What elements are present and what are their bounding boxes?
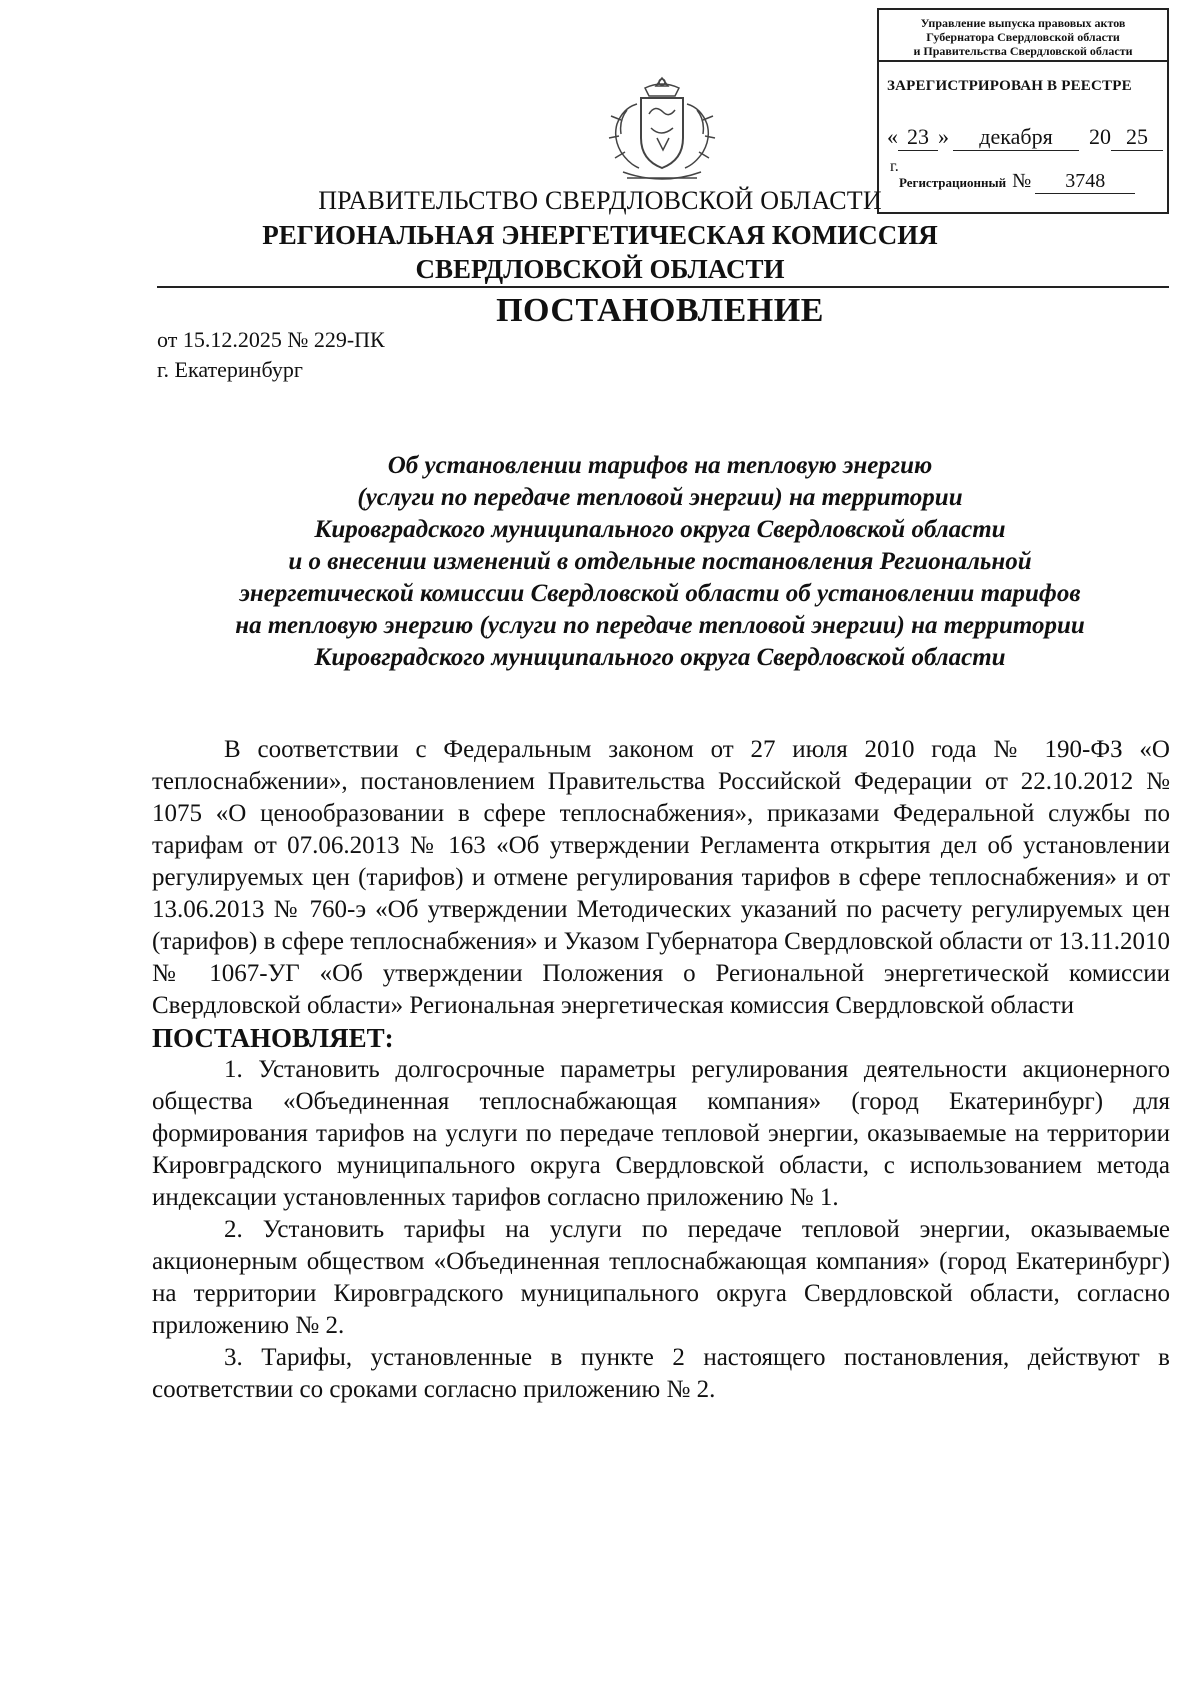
government-name: ПРАВИТЕЛЬСТВО СВЕРДЛОВСКОЙ ОБЛАСТИ <box>318 186 882 215</box>
number-sign: № <box>1012 170 1032 192</box>
document-type: ПОСТАНОВЛЕНИЕ <box>496 292 824 329</box>
title-line: Кировградского муниципального округа Свердловской области <box>314 516 1006 543</box>
stamp-month: декабря <box>953 124 1079 151</box>
stamp-year-suffix: 25 <box>1111 124 1163 151</box>
stamp-date: « 23 » декабря 20 25г. <box>887 124 1167 177</box>
stamp-reg-label: Регистрационный <box>899 175 1007 190</box>
registration-stamp <box>877 8 1169 214</box>
document-city: г. Екатеринбург <box>157 357 303 382</box>
document-body <box>152 734 1170 1406</box>
stamp-header-line: Губернатора Свердловской области <box>926 30 1120 44</box>
resolves-heading: ПОСТАНОВЛЯЕТ: <box>152 1023 394 1053</box>
stamp-header <box>879 10 1167 62</box>
item-1-paragraph: 1. Установить долгосрочные параметры регулирования деятельности акционерного общества «Объединенная теплоснабжающая компания» (город Екатеринбург) для формирования тарифов на услуги по передаче тепловой энергии, оказываемые на территории Кировградского муниципального округа Свердловской области, с использованием метода индексации установленных тарифов согласно приложению № 1. <box>152 1056 1170 1211</box>
document-title <box>160 450 1160 674</box>
stamp-registered-label: ЗАРЕГИСТРИРОВАН В РЕЕСТРЕ <box>887 78 1132 94</box>
commission-name-line2: СВЕРДЛОВСКОЙ ОБЛАСТИ <box>415 254 785 284</box>
title-line: и о внесении изменений в отдельные постановления Региональной <box>288 548 1032 575</box>
stamp-year-prefix: 20 <box>1089 124 1111 149</box>
stamp-header-line: и Правительства Свердловской области <box>913 44 1133 58</box>
title-line: Кировградского муниципального округа Свердловской области <box>314 644 1006 671</box>
title-line: энергетической комиссии Свердловской области об установлении тарифов <box>239 580 1081 607</box>
title-line: (услуги по передаче тепловой энергии) на территории <box>357 484 963 511</box>
stamp-day: 23 <box>898 124 938 151</box>
coat-of-arms-icon <box>597 74 727 184</box>
preamble-paragraph: В соответствии с Федеральным законом от 27 июля 2010 года № 190-ФЗ «О теплоснабжении», постановлением Правительства Российской Федерации от 22.10.2012 № 1075 «О ценообразовании в сфере теплоснабжения», приказами Федеральной службы по тарифам от 07.06.2013 № 163 «Об утверждении Регламента открытия дел об установлении регулируемых цен (тарифов) и отмене регулирования тарифов в сфере теплоснабжения» и от 13.06.2013 № 760-э «Об утверждении Методических указаний по расчету регулируемых цен (тарифов) в сфере теплоснабжения» и Указом Губернатора Свердловской области от 13.11.2010 № 1067-УГ «Об утверждении Положения о Региональной энергетической комиссии Свердловской области» Региональная энергетическая комиссия Свердловской области <box>152 736 1170 1019</box>
title-line: на тепловую энергию (услуги по передаче тепловой энергии) на территории <box>235 612 1085 639</box>
header-divider <box>157 286 1169 288</box>
stamp-year-unit: г. <box>890 158 899 175</box>
item-2-paragraph: 2. Установить тарифы на услуги по передаче тепловой энергии, оказываемые акционерным обществом «Объединенная теплоснабжающая компания» (город Екатеринбург) на территории Кировградского муниципального округа Свердловской области, согласно приложению № 2. <box>152 1216 1170 1339</box>
stamp-header-line: Управление выпуска правовых актов <box>920 16 1126 30</box>
item-3-paragraph: 3. Тарифы, установленные в пункте 2 настоящего постановления, действуют в соответствии со сроками согласно приложению № 2. <box>152 1344 1170 1403</box>
commission-name-line1: РЕГИОНАЛЬНАЯ ЭНЕРГЕТИЧЕСКАЯ КОМИССИЯ <box>262 220 938 250</box>
document-date-number: от 15.12.2025 № 229-ПК <box>157 327 385 352</box>
stamp-number-value: 3748 <box>1035 170 1135 194</box>
title-line: Об установлении тарифов на тепловую энергию <box>387 452 933 479</box>
